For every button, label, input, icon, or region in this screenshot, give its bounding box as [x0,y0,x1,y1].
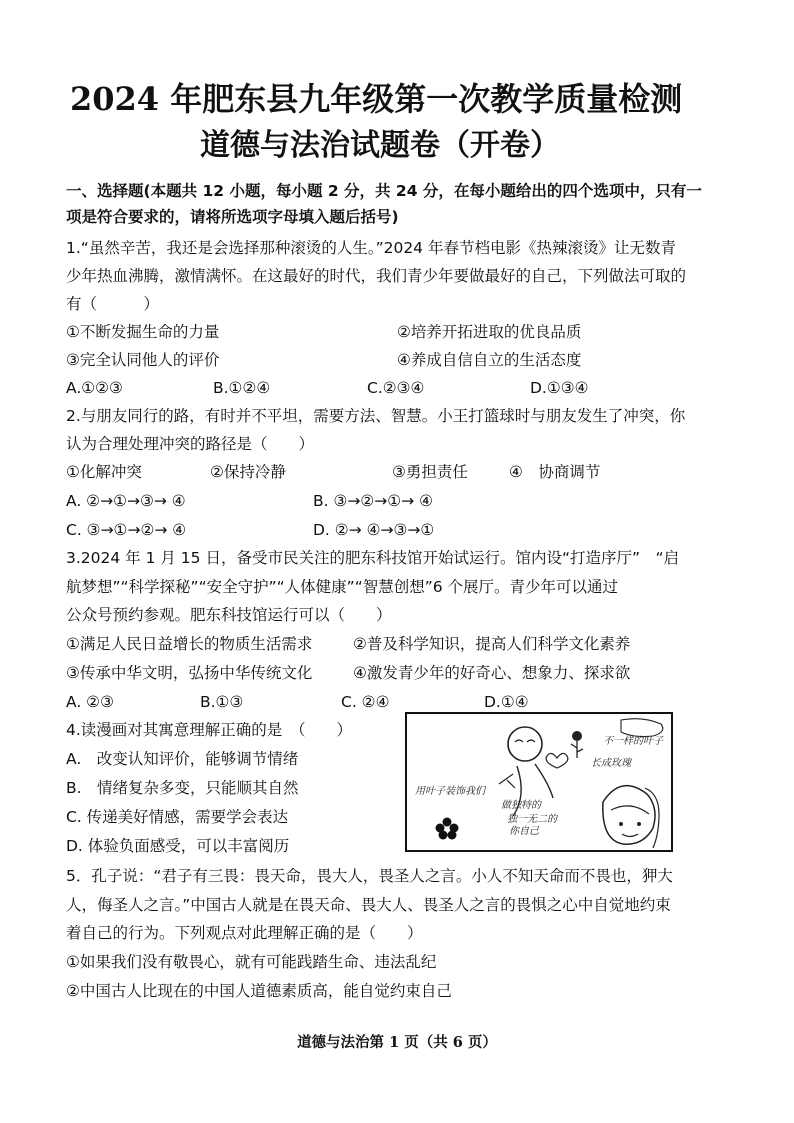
q1-stem-end: 有（ ） [66,295,160,313]
cartoon-caption-5: 独一无二的 [507,814,557,825]
cartoon-drawing [407,714,671,850]
q5-item-2: ②中国古人比现在的中国人道德素质高，能自觉约束自己 [66,982,452,1000]
q1-option-b: B.①②④ [213,379,271,397]
q2-stem-cont: 认为合理处理冲突的路径是（ ） [66,435,315,453]
q1-stem: 1.“虽然辛苦，我还是会选择那种滚烫的人生。”2024 年春节档电影《热辣滚烫》让无数青 [66,239,676,257]
cartoon-caption-4: 做独特的 [501,800,541,811]
q4-cartoon [405,712,673,852]
q1-option-d: D.①③④ [530,379,589,397]
q5-stem-end: 着自己的行为。下列观点对此理解正确的是（ ） [66,924,423,942]
section-heading: 一、选择题(本题共 12 小题，每小题 2 分，共 24 分，在每小题给出的四个选项中，只有一 [66,182,702,200]
q1-item-1: ①不断发掘生命的力量 [66,323,220,341]
q2-item-1: ①化解冲突 [66,463,142,481]
q2-item-4: ④ 协商调节 [509,463,601,481]
q1-option-c: C.②③④ [367,379,425,397]
exam-subtitle: 道德与法治试题卷（开卷） [200,128,560,163]
exam-title: 2024 年肥东县九年级第一次教学质量检测 [70,80,683,118]
q1-item-2: ②培养开拓进取的优良品质 [397,323,582,341]
q3-stem-end: 公众号预约参观。肥东科技馆运行可以（ ） [66,606,392,624]
q3-stem: 3.2024 年 1 月 15 日，备受市民关注的肥东科技馆开始试运行。馆内设“打造序厅” “启 [66,549,680,567]
q3-item-1: ①满足人民日益增长的物质生活需求 [66,635,313,653]
q3-item-4: ④激发青少年的好奇心、想象力、探求欲 [353,664,631,682]
q3-option-c: C. ②④ [341,693,390,711]
cartoon-caption-1: 不一样的叶子 [603,736,663,747]
q4-option-a: A. 改变认知评价，能够调节情绪 [66,750,299,768]
q3-option-a: A. ②③ [66,693,114,711]
q4-option-d: D. 体验负面感受，可以丰富阅历 [66,837,290,855]
q3-item-3: ③传承中华文明，弘扬中华传统文化 [66,664,313,682]
q2-option-c: C. ③→①→②→ ④ [66,521,187,539]
q2-stem: 2.与朋友同行的路，有时并不平坦，需要方法、智慧。小王打篮球时与朋友发生了冲突，你 [66,407,686,425]
q1-option-a: A.①②③ [66,379,123,397]
q2-item-3: ③勇担责任 [392,463,468,481]
q1-stem-cont: 少年热血沸腾，激情满怀。在这最好的时代，我们青少年要做最好的自己，下列做法可取的 [66,267,687,285]
q4-option-b: B. 情绪复杂多变，只能顺其自然 [66,779,299,797]
cartoon-caption-2: 长成玫瑰 [591,758,631,769]
q1-item-3: ③完全认同他人的评价 [66,351,220,369]
q5-stem: 5．孔子说：“君子有三畏：畏天命，畏大人，畏圣人之言。小人不知天命而不畏也，狎大 [66,867,673,885]
page-footer: 道德与法治第 1 页（共 6 页） [297,1034,497,1051]
q2-option-a: A. ②→①→③→ ④ [66,492,186,510]
q1-item-4: ④养成自信自立的生活态度 [397,351,582,369]
q2-option-b: B. ③→②→①→ ④ [313,492,433,510]
q4-option-c: C. 传递美好情感，需要学会表达 [66,808,289,826]
q3-item-2: ②普及科学知识，提高人们科学文化素养 [353,635,631,653]
cartoon-caption-6: 你自己 [509,826,539,837]
q2-option-d: D. ②→ ④→③→① [313,521,435,539]
q3-option-d: D.①④ [484,693,529,711]
q2-item-2: ②保持冷静 [210,463,286,481]
q4-stem: 4.读漫画对其寓意理解正确的是 （ ） [66,721,353,739]
cartoon-caption-3: 用叶子装饰我们 [415,786,485,797]
q5-stem-cont: 人，侮圣人之言。”中国古人就是在畏天命、畏大人、畏圣人之言的畏惧之心中自觉地约束 [66,896,671,914]
q3-option-b: B.①③ [200,693,244,711]
q3-stem-cont: 航梦想”“科学探秘”“安全守护”“人体健康”“智慧创想”6 个展厅。青少年可以通过 [66,578,619,596]
section-heading-cont: 项是符合要求的，请将所选项字母填入题后括号) [66,208,399,226]
q5-item-1: ①如果我们没有敬畏心，就有可能践踏生命、违法乱纪 [66,953,437,971]
